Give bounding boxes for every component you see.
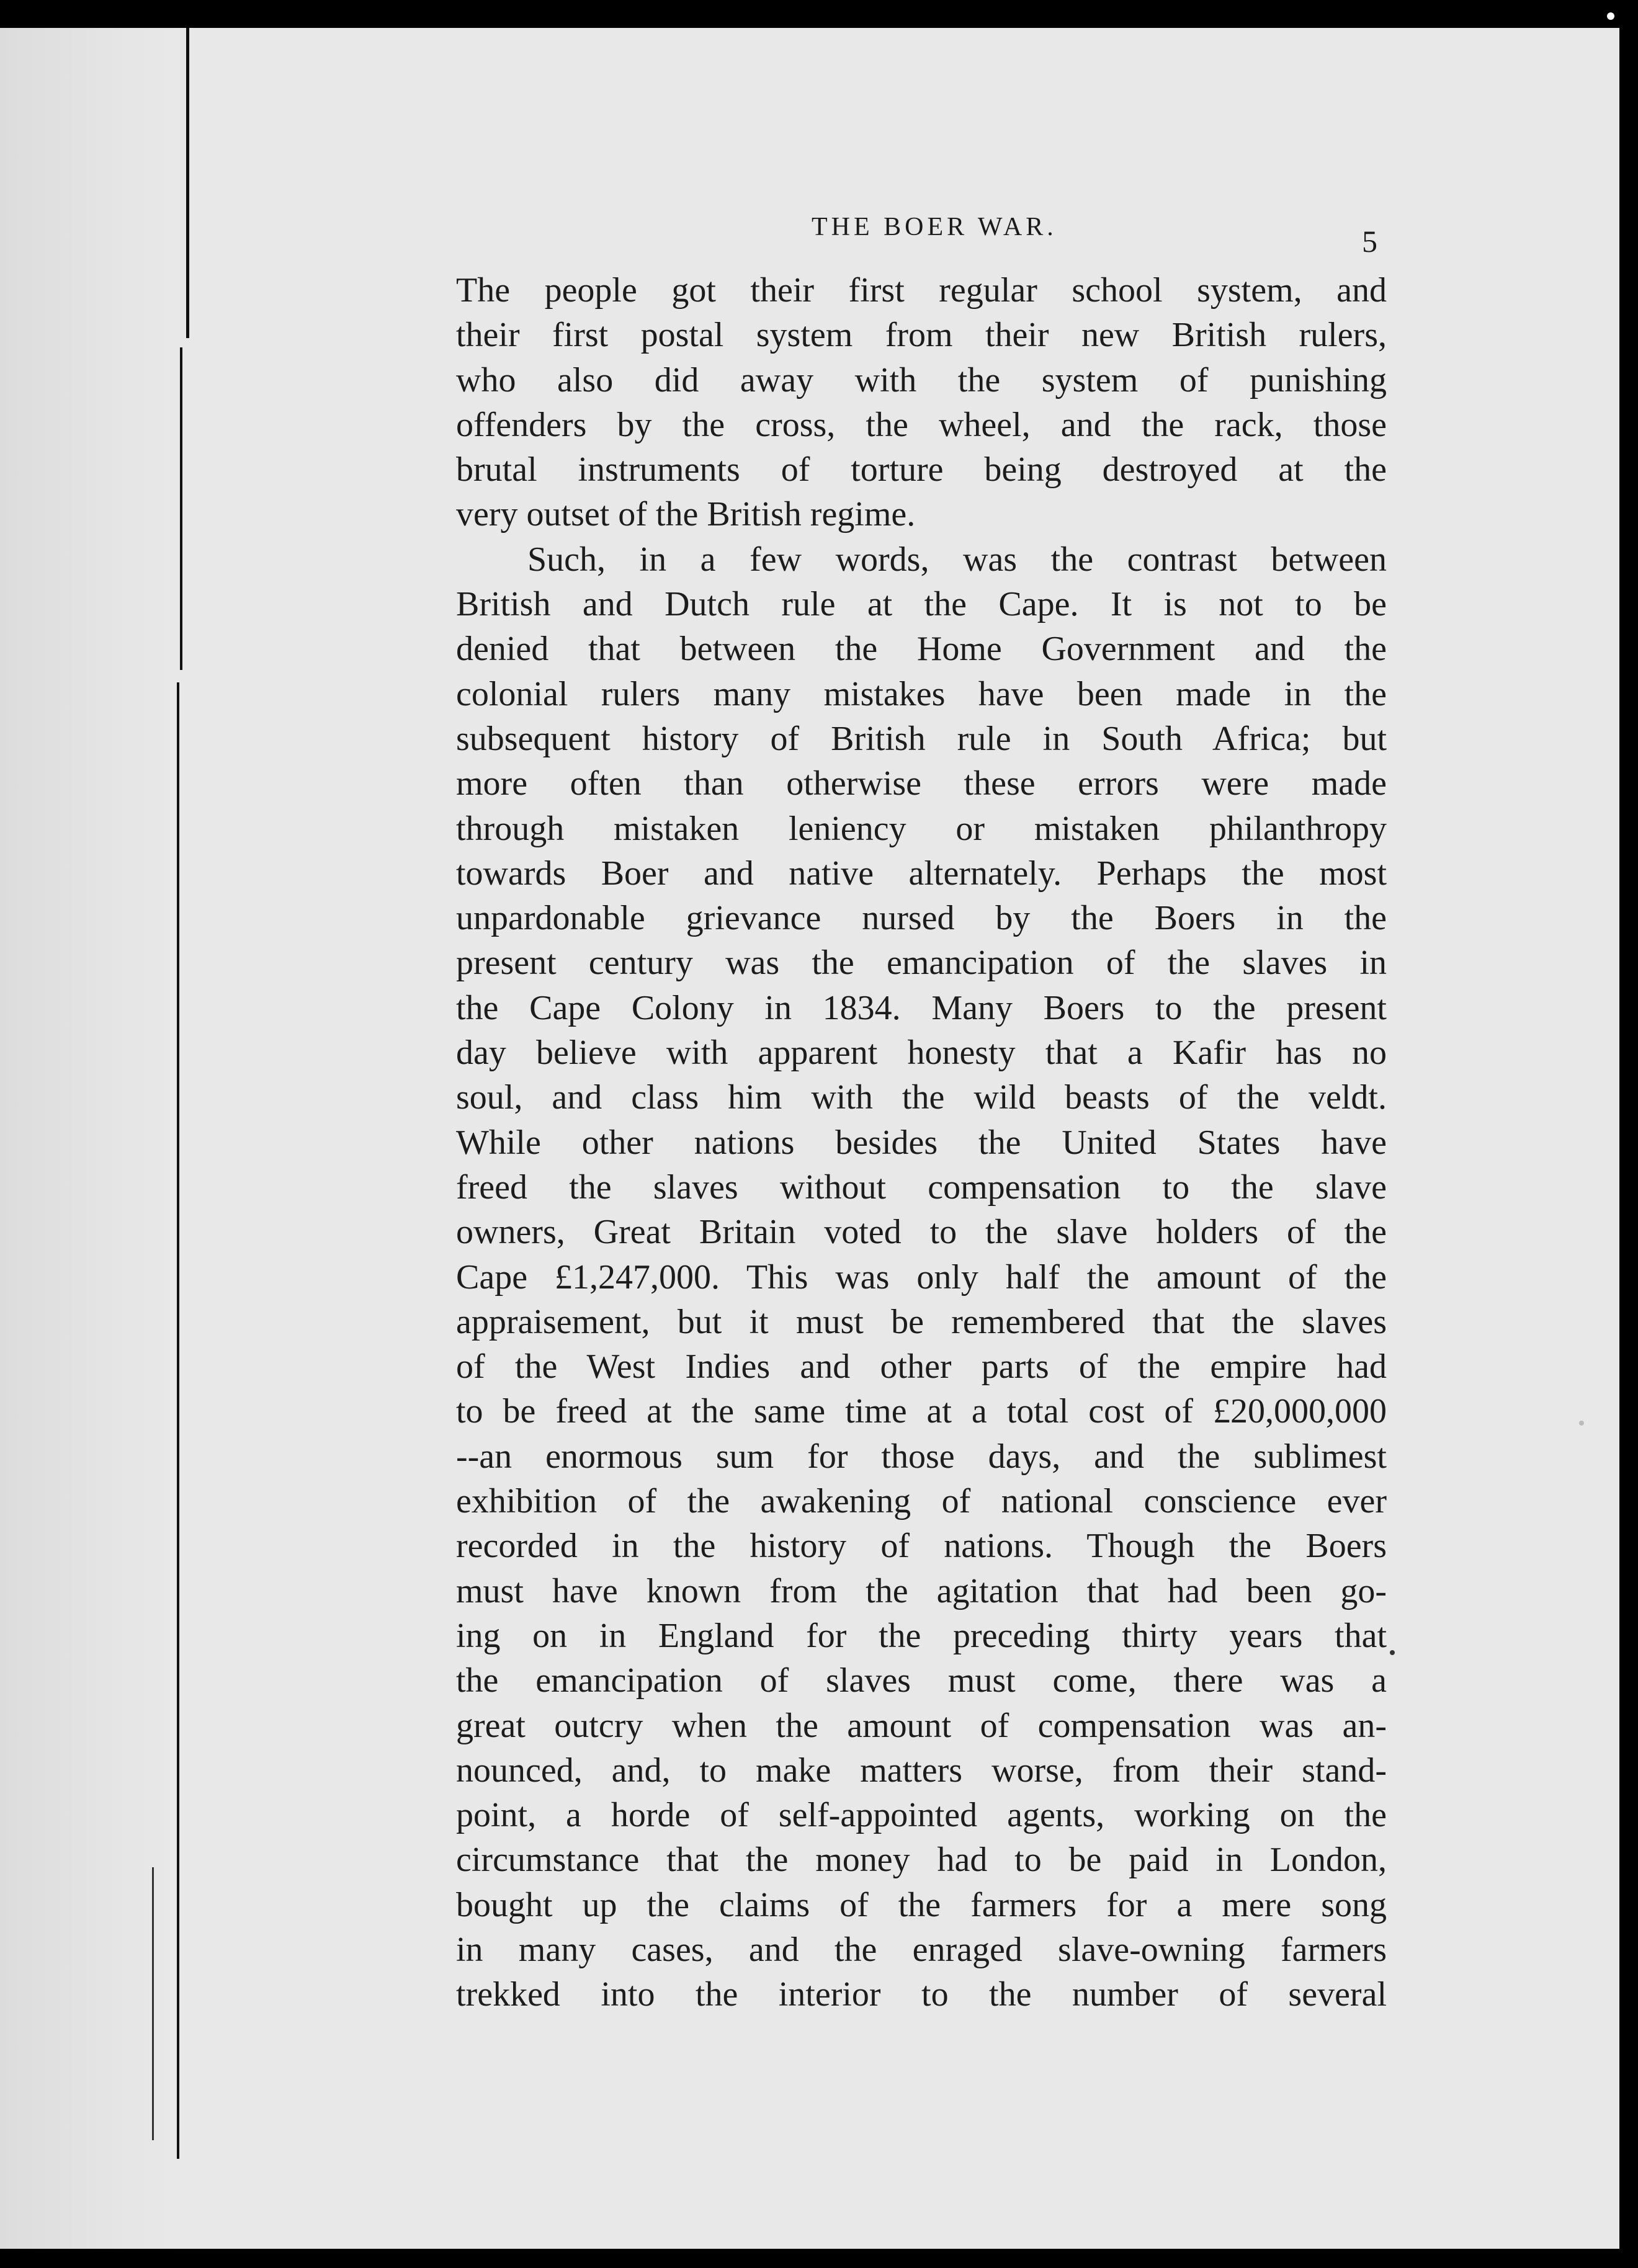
text-line: --an enormous sum for those days, and the sublimest bbox=[456, 1437, 1387, 1476]
text-line: While other nations besides the United States have bbox=[456, 1123, 1387, 1162]
text-line: British and Dutch rule at the Cape. It is not to be bbox=[456, 585, 1387, 624]
text-line: day believe with apparent honesty that a Kafir has no bbox=[456, 1034, 1387, 1073]
text-line: owners, Great Britain voted to the slave holders of the bbox=[456, 1213, 1387, 1252]
text-line: colonial rulers many mistakes have been made in the bbox=[456, 674, 1387, 713]
text-line: more often than otherwise these errors were made bbox=[456, 764, 1387, 803]
text-line: recorded in the history of nations. Though the Boers bbox=[456, 1527, 1387, 1566]
scan-speck bbox=[1607, 12, 1614, 20]
binding-edge-line bbox=[180, 347, 182, 670]
text-line: brutal instruments of torture being destroyed at the bbox=[456, 450, 1387, 489]
text-line: Such, in a few words, was the contrast between bbox=[527, 540, 1387, 579]
page-header bbox=[484, 200, 1384, 259]
text-line: trekked into the interior to the number of several bbox=[456, 1975, 1387, 2014]
text-line: point, a horde of self-appointed agents, working on the bbox=[456, 1796, 1387, 1835]
text-line: the Cape Colony in 1834. Many Boers to the present bbox=[456, 988, 1387, 1027]
text-line: present century was the emancipation of the slaves in bbox=[456, 944, 1387, 983]
text-line: bought up the claims of the farmers for a mere song bbox=[456, 1885, 1387, 1924]
binding-edge-line bbox=[177, 682, 179, 2159]
text-line: subsequent history of British rule in South Africa; but bbox=[456, 719, 1387, 758]
text-line: must have known from the agitation that had been go- bbox=[456, 1571, 1387, 1610]
page-gutter bbox=[0, 28, 186, 2249]
text-line: through mistaken leniency or mistaken philanthropy bbox=[456, 809, 1387, 848]
binding-edge-line bbox=[186, 28, 189, 338]
text-line: freed the slaves without compensation to the slave bbox=[456, 1167, 1387, 1207]
text-line: The people got their first regular school system, and bbox=[456, 271, 1387, 310]
text-line: Cape £1,247,000. This was only half the amount of the bbox=[456, 1257, 1387, 1297]
text-line: soul, and class him with the wild beasts of the veldt. bbox=[456, 1078, 1387, 1117]
text-line: in many cases, and the enraged slave-owning farmers bbox=[456, 1930, 1387, 1969]
text-line: very outset of the British regime. bbox=[456, 495, 916, 534]
page-number: 5 bbox=[1362, 224, 1377, 259]
text-line: the emancipation of slaves must come, there was a bbox=[456, 1661, 1387, 1700]
body-text bbox=[456, 268, 1387, 2017]
text-line: to be freed at the same time at a total cost of £20,000,000 bbox=[456, 1392, 1387, 1431]
text-line: great outcry when the amount of compensation was an- bbox=[456, 1706, 1387, 1745]
text-line: of the West Indies and other parts of the empire had bbox=[456, 1347, 1387, 1386]
text-line: denied that between the Home Government and the bbox=[456, 630, 1387, 669]
text-line: nounced, and, to make matters worse, from their stand- bbox=[456, 1751, 1387, 1790]
text-line: exhibition of the awakening of national conscience ever bbox=[456, 1482, 1387, 1521]
text-line: who also did away with the system of punishing bbox=[456, 360, 1387, 400]
text-line: ing on in England for the preceding thirty years that bbox=[456, 1616, 1387, 1655]
binding-edge-line bbox=[152, 1867, 154, 2140]
text-line: unpardonable grievance nursed by the Boers in the bbox=[456, 899, 1387, 938]
text-line: their first postal system from their new British rulers, bbox=[456, 316, 1387, 355]
scan-speck bbox=[1579, 1421, 1584, 1426]
scan-speck bbox=[1390, 1650, 1395, 1655]
text-line: offenders by the cross, the wheel, and the rack, those bbox=[456, 405, 1387, 444]
text-line: towards Boer and native alternately. Perhaps the most bbox=[456, 854, 1387, 893]
text-line: appraisement, but it must be remembered that the slaves bbox=[456, 1302, 1387, 1341]
running-head: THE BOER WAR. bbox=[812, 213, 1057, 241]
text-line: circumstance that the money had to be paid in London, bbox=[456, 1841, 1387, 1880]
